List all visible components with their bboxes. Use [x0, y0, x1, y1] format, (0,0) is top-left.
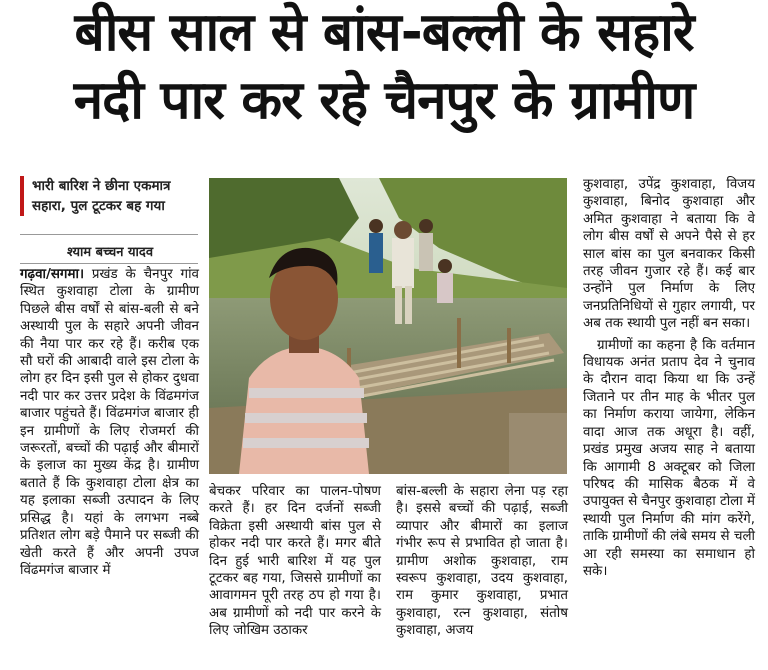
bridge-photo-image	[209, 178, 567, 474]
news-photo	[209, 178, 567, 474]
column-4-para-1: कुशवाहा, उपेंद्र कुशवाहा, विजय कुशवाहा, बिनोद कुशवाहा और अमित कुशवाहा ने बताया कि वे लोग बीस वर्षों से अपने पैसे से हर साल बांस का पुल बनवाकर किसी तरह जीवन गुजार रहे हैं। कई बार उन्होंने पुल निर्माण के लिए जनप्रतिनिधियों से गुहार लगायी, पर अब तक स्थायी पुल नहीं बन सका।	[583, 177, 755, 332]
column-4-para-2: ग्रामीणों का कहना है कि वर्तमान विधायक अनंत प्रताप देव ने चुनाव के दौरान वादा किया था कि उन्हें जिताने पर तीन माह के भीतर पुल का निर्माण कराया जायेगा, लेकिन वादा आज तक अधूरा है। वहीं, प्रखंड प्रमुख अजय साह ने बताया कि आगामी 8 अक्टूबर को जिला परिषद की मासिक बैठक में वे उपायुक्त से चैनपुर कुशवाहा टोला में स्थायी पुल निर्माण की मांग करेंगे, ताकि ग्रामीणों की लंबे समय से चली आ रही समस्या का समाधान हो सके।	[583, 337, 755, 579]
article-column-4	[583, 176, 755, 584]
column-1-text: प्रखंड के चैनपुर गांव स्थित कुशवाहा टोला के ग्रामीण पिछले बीस वर्षों से बांस-बली से बने अस्थायी पुल के सहारे अपनी जीवन की नैया पार कर रहे हैं। करीब एक सौ घरों की आबादी वाले इस टोला के लोग हर दिन इसी पुल से होकर दुधवा नदी पार कर उत्तर प्रदेश के विंढमगंज बाजार पहुंचते हैं। विंढमगंज बाजार ही इन ग्रामीणों के लिए रोजमर्रा की जरूरतों, बच्चों की पढ़ाई और बीमारों के इलाज का मुख्य केंद्र है। ग्रामीण बताते हैं कि कुशवाहा टोला क्षेत्र का यह इलाका सब्जी उत्पादन के लिए प्रसिद्ध है। यहां के लगभग नब्बे प्रतिशत लोग बड़े पैमाने पर सब्जी की खेती करते हैं और अपनी उपज विंढमगंज बाजार में	[20, 267, 199, 578]
subheading: भारी बारिश ने छीना एकमात्र सहारा, पुल टूटकर बह गया	[20, 176, 204, 216]
article-column-1	[20, 266, 199, 583]
column-2-text: बेचकर परिवार का पालन-पोषण करते हैं। हर दिन दर्जनों सब्जी विक्रेता इसी अस्थायी बांस पुल से होकर नदी पार करते हैं। मगर बीते दिन हुई भारी बारिश में यह पुल टूटकर बह गया, जिससे ग्रामीणों का आवागमन पूरी तरह ठप हो गया है। अब ग्रामीणों को नदी पार करने के लिए जोखिम उठाकर	[209, 484, 381, 639]
headline-line-2: नदी पार कर रहे चैनपुर के ग्रामीण	[73, 70, 695, 131]
divider-top	[20, 234, 198, 235]
article-column-2	[209, 483, 381, 644]
byline: श्याम बच्चन यादव	[66, 245, 154, 260]
headline-line-1: बीस साल से बांस-बल्ली के सहारे	[74, 2, 694, 63]
column-3-text: बांस-बल्ली के सहारा लेना पड़ रहा है। इससे बच्चों की पढ़ाई, सब्जी व्यापार और बीमारों का इलाज गंभीर रूप से प्रभावित हो जाता है। ग्रामीण अशोक कुशवाहा, राम स्वरूप कुशवाहा, उदय कुशवाहा, राम कुमार कुशवाहा, प्रभात कुशवाहा, रत्न कुशवाहा, संतोष कुशवाहा, अजय	[396, 484, 568, 639]
article-column-3	[396, 483, 568, 644]
dateline: गढ़वा/सगमा।	[20, 267, 85, 282]
divider-bottom	[20, 263, 198, 264]
